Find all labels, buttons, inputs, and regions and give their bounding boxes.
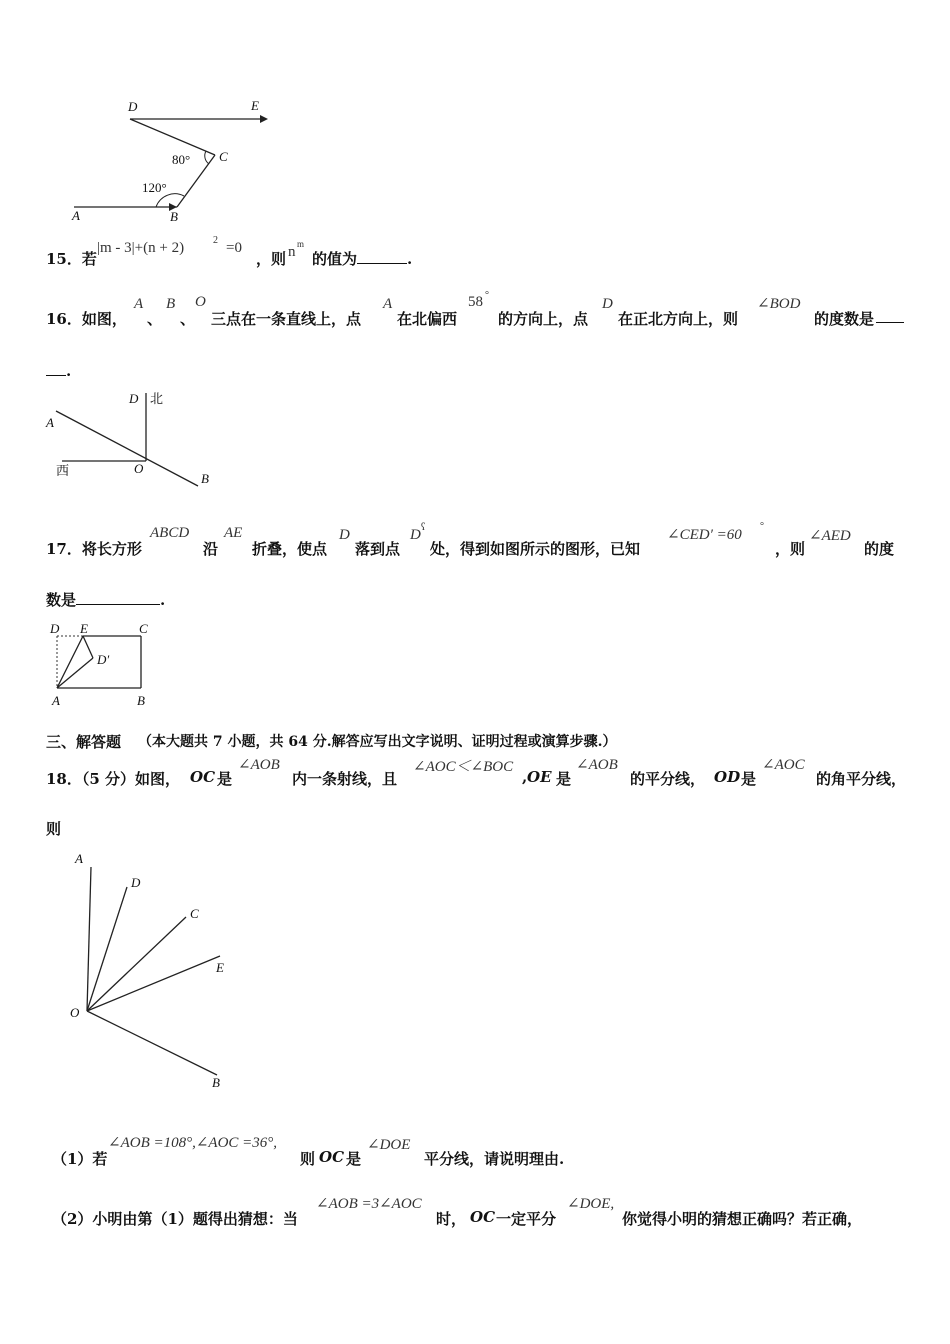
label-b: B [137,693,145,708]
q16-point-d: D [602,296,613,312]
label-a: A [75,851,83,866]
q18-1-text3: 平分线，请说明理由. [424,1150,565,1168]
label-angle-80: 80° [172,152,191,167]
q16-point-b: B [166,296,176,312]
q18-angle-aob-2: ∠AOB [576,757,618,773]
label-e: E [80,621,88,636]
q17-point-dprime: D [410,527,421,543]
q15-exponent: 2 [213,235,218,246]
label-c: C [190,906,199,921]
label-a: A [52,693,60,708]
q16-degree-value: 58 [468,294,483,310]
label-a: A [72,208,80,223]
angle-arc-c [205,151,209,164]
label-dprime: D′ [97,652,110,667]
arrow-e [260,115,268,123]
q18-2-text3: 你觉得小明的猜想正确吗？若正确， [622,1210,863,1228]
q18-1-text1: 则 [300,1150,316,1168]
label-angle-120: 120° [142,180,167,195]
q18-2-given: ∠AOB =3∠AOC [316,1196,422,1212]
q16-end: . [66,362,72,380]
q18-text2: 内一条射线，且 [292,770,398,788]
q18-number: 18．（5 分）如图， [46,770,181,788]
q17-rect-abcd: ABCD [150,525,190,541]
label-west: 西 [56,464,70,479]
q17-angle-aed: ∠AED [809,528,851,544]
label-c: C [219,149,228,164]
q17-condition: ∠CED′ =60 [667,527,742,543]
q17-text1: 沿 [203,540,219,558]
q17-text3: 落到点 [355,540,401,558]
q15-nm-base: n [288,244,296,260]
q18-2-number: （2）小明由第（1）题得出猜想：当 [52,1210,298,1228]
label-b: B [170,209,178,224]
figure-q14 [60,95,280,230]
fold-ae [57,636,83,688]
q15-expression: |m - 3|+(n + 2) [97,240,185,256]
segment-dc [130,119,215,155]
q18-text5: 的平分线， [630,770,706,788]
q16-point-a: A [134,296,144,312]
q18-condition: ∠AOC＜∠BOC [413,759,514,775]
q16-text4: 在正北方向上，则 [618,310,739,328]
q17-text2: 折叠，使点 [252,540,328,558]
label-north: 北 [150,392,164,407]
label-d: D [50,621,60,636]
q18-text6: 是 [741,770,757,788]
q17-point-d: D [339,527,350,543]
q17-condition-degree: ° [760,521,764,532]
q18-angle-aob: ∠AOB [238,757,280,773]
q17-ae: AE [224,525,243,541]
q17-text6: 的度 [864,540,895,558]
q18-angle-aoc: ∠AOC [762,757,805,773]
label-e: E [216,960,224,975]
fold-ed [83,636,93,658]
q16-answer-blank-part1[interactable] [876,308,904,323]
q16-angle-bod: ∠BOD [757,296,801,312]
q18-text4: 是 [556,770,572,788]
label-e: E [251,98,259,113]
q16-text3: 的方向上，点 [498,310,589,328]
q18-2-oc: OC [470,1208,496,1226]
q18-od: OD [714,768,741,786]
figure-q17 [45,620,165,712]
q18-1-given: ∠AOB =108°,∠AOC =36°, [108,1135,278,1151]
label-b: B [201,471,209,486]
q16-point-o: O [195,294,206,310]
ray-ob [87,1011,217,1075]
q18-1-angle-doe: ∠DOE [367,1137,411,1153]
label-o: O [134,461,144,476]
q15-equals-zero: =0 [226,240,242,256]
q16-degree-symbol: ° [485,290,489,301]
q17-end: . [160,591,166,609]
q18-line2: 则 [46,820,62,838]
ray-oe [87,956,220,1011]
q16-text1: 三点在一条直线上，点 [211,310,362,328]
ray-oa [87,867,91,1011]
fold-ad [57,658,93,688]
figure-q16 [40,385,230,495]
label-d: D [128,99,138,114]
q15-tail: 的值为 [312,250,358,268]
q18-oc: OC [190,768,216,786]
q17-answer-blank[interactable] [76,590,160,605]
q18-1-text2: 是 [346,1150,362,1168]
q18-2-text1: 时， [436,1210,467,1228]
label-d: D [131,875,141,890]
figure-q18 [60,845,240,1095]
q15-answer-blank[interactable] [357,249,407,264]
q15-nm-exponent: m [297,239,305,249]
label-b: B [212,1075,220,1090]
section-3-title: 三、解答题 [46,733,122,751]
q17-text4: 处，得到如图所示的图形，已知 [430,540,641,558]
q18-2-text2: 一定平分 [496,1210,557,1228]
q15-number: 15．若 [46,250,97,268]
q18-text3: , [522,768,528,786]
section-3-note: （本大题共 7 小题，共 64 分.解答应写出文字说明、证明过程或演算步骤.） [138,734,617,750]
line-ab [56,411,198,486]
label-o: O [70,1005,80,1020]
q16-sep1: 、 [147,310,163,328]
q16-answer-blank-part2[interactable] [46,361,66,376]
q15-end: . [407,250,413,268]
label-a: A [46,415,54,430]
q17-line2: 数是 [46,591,77,609]
q16-text2: 在北偏西 [397,310,458,328]
q16-number: 16．如图， [46,310,127,328]
q18-text7: 的角平分线， [816,770,907,788]
label-c: C [139,621,148,636]
q18-1-number: （1）若 [52,1150,108,1168]
q18-2-angle-doe: ∠DOE, [567,1196,615,1212]
q15-mid-text: ，则 [256,250,287,268]
label-d: D [129,391,139,406]
q18-oe: OE [527,768,552,786]
q17-number: 17．将长方形 [46,540,142,558]
q17-text5: ，则 [775,540,806,558]
q17-prime-mark: ʕ [421,522,426,533]
q16-sep2: 、 [180,310,196,328]
q18-1-oc: OC [319,1148,345,1166]
q16-text5: 的度数是 [814,310,875,328]
q18-text1: 是 [217,770,233,788]
q16-point-a2: A [383,296,393,312]
